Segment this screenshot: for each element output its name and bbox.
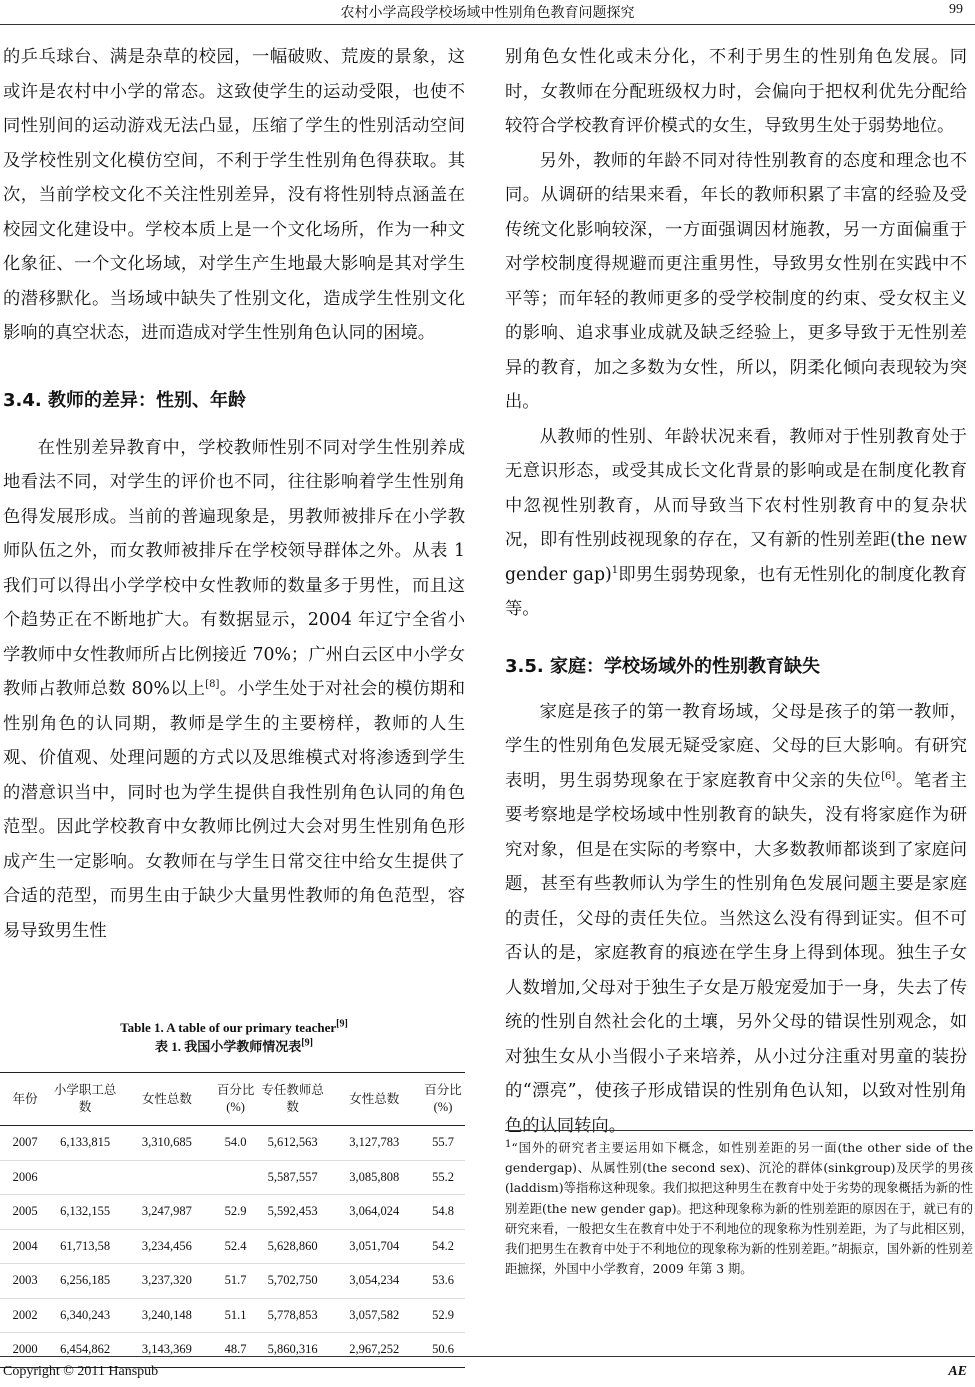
- table-cell: 3,237,320: [120, 1264, 213, 1299]
- footnote-text: “国外的研究者主要运用如下概念，如性别差距的另一面(the other side of the gendergap)、从属性别(the second sex)、沉沦的群体(sinkgroup)及厌学的男孩(laddism)等指称这种现象。我们拟把这种男生在教育中处于劣势的现象概括为新的性别差距(the new gender gap)。把这种现象称为新的性别差距的原因在于，就已有的研究来看，一般把女生在教育中处于不利地位的现象称为性别差距，为了与此相区别，我们把男生在教育中处于不利地位的现象称为新的性别差距。”胡振京，国外新的性别差距摭探，外国中小学教育，2009 年第 3 期。: [505, 1141, 973, 1277]
- footnote: [505, 1138, 973, 1279]
- table-cell: 2002: [0, 1298, 50, 1333]
- table-cell: 5,612,563: [258, 1126, 328, 1161]
- table-cell: 3,310,685: [120, 1126, 213, 1161]
- table-cell: 3,247,987: [120, 1195, 213, 1230]
- teacher-statistics-table: [0, 1072, 465, 1368]
- paragraph: [505, 420, 967, 627]
- table-cell: 2000: [0, 1333, 50, 1368]
- table-cell: 2003: [0, 1264, 50, 1299]
- paragraph-text: 在性别差异教育中，学校教师性别不同对学生性别养成地看法不同，对学生的评价也不同，往往影响着学生性别角色得发展形成。当前的普遍现象是，男教师被排斥在小学教师队伍之外，而女教师被排斥在学校领导群体之外。从表 1 我们可以得出小学学校中女性教师的数量多于男性，而且这个趋势正在不断地扩大。有数据显示，2004 年辽宁全省小学教师中女性教师所占比例接近 70%；广州白云区中小学女教师占教师总数 80%以上: [3, 437, 465, 699]
- section-heading-3-5: 3.5. 家庭：学校场域外的性别教育缺失: [505, 655, 820, 677]
- table-cell: 51.7: [214, 1264, 258, 1299]
- table-cell: 48.7: [214, 1333, 258, 1368]
- left-column: [3, 40, 465, 948]
- table-cell: 6,340,243: [50, 1298, 120, 1333]
- table-cell: 3,234,456: [120, 1229, 213, 1264]
- table-cell: 6,133,815: [50, 1126, 120, 1161]
- table-cell: 5,778,853: [258, 1298, 328, 1333]
- table-caption-zh: [0, 1037, 468, 1056]
- page-number: 99: [949, 2, 963, 17]
- table-cell: 2007: [0, 1126, 50, 1161]
- table-cell: 55.7: [421, 1126, 465, 1161]
- journal-abbreviation: AE: [948, 1364, 967, 1379]
- paragraph-text: 从教师的性别、年龄状况来看，教师对于性别教育处于无意识形态，或受其成长文化背景的影响或是在制度化教育中忽视性别教育，从而导致当下农村性别教育中的复杂状况，即有性别歧视现象的存在，又有新的性别差距(the new gender gap): [505, 426, 967, 585]
- column-header: 小学职工总数: [50, 1073, 120, 1126]
- paragraph: [505, 695, 967, 1144]
- table-cell: 6,132,155: [50, 1195, 120, 1230]
- paragraph-text: 。小学生处于对社会的模仿期和性别角色的认同期，教师是学生的主要榜样，教师的人生观、价值观、处理问题的方式以及思维模式对将渗透到学生的潜意识当中，同时也为学生提供自我性别角色认同的角色范型。因此学校教育中女教师比例过大会对男生性别角色形成产生一定影响。女教师在与学生日常交往中给女生提供了合适的范型，而男生由于缺少大量男性教师的角色范型，容易导致男生性: [3, 679, 465, 941]
- column-header: 百分比(%): [214, 1073, 258, 1126]
- citation-ref[interactable]: [9]: [336, 1018, 348, 1030]
- footnote-divider: [505, 1130, 973, 1131]
- citation-ref[interactable]: [6]: [881, 770, 896, 782]
- table-cell: 3,051,704: [328, 1229, 421, 1264]
- table-row: [0, 1126, 465, 1161]
- table-row: [0, 1160, 465, 1195]
- column-header: 年份: [0, 1073, 50, 1126]
- paragraph: 别角色女性化或未分化，不利于男生的性别角色发展。同时，女教师在分配班级权力时，会偏向于把权利优先分配给较符合学校教育评价模式的女生，导致男生处于弱势地位。: [505, 47, 967, 136]
- table-cell: 2006: [0, 1160, 50, 1195]
- running-title: 农村小学高段学校场域中性别角色教育问题探究: [340, 5, 635, 21]
- table-cell: 5,592,453: [258, 1195, 328, 1230]
- paragraph: 的乒乓球台、满是杂草的校园，一幅破败、荒废的景象，这或许是农村中小学的常态。这致使学生的运动受限，也使不同性别间的运动游戏无法凸显，压缩了学生的性别活动空间及学校性别文化模仿空间，不利于学生性别角色得获取。其次，当前学校文化不关注性别差异，没有将性别特点涵盖在校园文化建设中。学校本质上是一个文化场所，作为一种文化象征、一个文化场域，对学生产生地最大影响是其对学生的潜移默化。当场域中缺失了性别文化，造成学生性别文化影响的真空状态，进而造成对学生性别角色认同的困境。: [3, 47, 465, 343]
- paragraph-text: 即男生弱势现象，也有无性别化的制度化教育等。: [505, 564, 967, 619]
- table-cell: 3,240,148: [120, 1298, 213, 1333]
- table-row: [0, 1298, 465, 1333]
- table-caption-en: [0, 1018, 468, 1037]
- copyright-notice: Copyright © 2011 Hanspub: [3, 1364, 159, 1379]
- page-header: [0, 0, 975, 25]
- table-cell: 5,628,860: [258, 1229, 328, 1264]
- table-cell: [120, 1160, 213, 1195]
- table-row: [0, 1195, 465, 1230]
- table-cell: 54.2: [421, 1229, 465, 1264]
- table-cell: 54.8: [421, 1195, 465, 1230]
- table-cell: [50, 1160, 120, 1195]
- table-cell: 2004: [0, 1229, 50, 1264]
- table-cell: 3,127,783: [328, 1126, 421, 1161]
- table-header-row: [0, 1073, 465, 1126]
- table-cell: 5,702,750: [258, 1264, 328, 1299]
- page-footer: [0, 1356, 975, 1387]
- table-cell: 52.4: [214, 1229, 258, 1264]
- caption-text: 表 1. 我国小学教师情况表: [155, 1039, 302, 1054]
- table-cell: 3,085,808: [328, 1160, 421, 1195]
- table-cell: 5,587,557: [258, 1160, 328, 1195]
- table-cell: 3,143,369: [120, 1333, 213, 1368]
- table-cell: 50.6: [421, 1333, 465, 1368]
- table-cell: 6,454,862: [50, 1333, 120, 1368]
- table-cell: 5,860,316: [258, 1333, 328, 1368]
- paragraph-text: 。笔者主要考察地是学校场域中性别教育的缺失，没有将家庭作为研究对象，但是在实际的考察中，大多数教师都谈到了家庭问题，甚至有些教师认为学生的性别角色发展问题主要是家庭的责任，父母的责任失位。当然这么没有得到证实。但不可否认的是，家庭教育的痕迹在学生身上得到体现。独生子女人数增加,父母对于独生子女是万般宠爱加于一身，失去了传统的性别自然社会化的土壤，另外父母的错误性别观念，如对独生女从小当假小子来培养，从小过分注重对男童的装扮的“漂亮”，使孩子形成错误的性别角色认知，以致对性别角色的认同转向。: [505, 770, 967, 1136]
- table-cell: 3,057,582: [328, 1298, 421, 1333]
- table-row: [0, 1229, 465, 1264]
- column-header: 专任教师总数: [258, 1073, 328, 1126]
- column-header: 女性总数: [120, 1073, 213, 1126]
- citation-ref[interactable]: [8]: [205, 679, 220, 691]
- table-cell: 55.2: [421, 1160, 465, 1195]
- table-cell: [214, 1160, 258, 1195]
- right-column: [505, 40, 967, 1143]
- paragraph-text: 家庭是孩子的第一教育场域，父母是孩子的第一教师，学生的性别角色发展无疑受家庭、父母的巨大影响。有研究表明，男生弱势现象在于家庭教育中父亲的失位: [505, 701, 967, 791]
- table-cell: 52.9: [214, 1195, 258, 1230]
- table-cell: 53.6: [421, 1264, 465, 1299]
- paragraph: 另外，教师的年龄不同对待性别教育的态度和理念也不同。从调研的结果来看，年长的教师积累了丰富的经验及受传统文化影响较深，一方面强调因材施教，另一方面偏重于对学校制度得规避而更注重男性，导致男女性别在实践中不平等；而年轻的教师更多的受学校制度的约束、受女权主义的影响、追求事业成就及缺乏经验上，更多导致于无性别差异的教育，加之多数为女性，所以，阴柔化倾向表现较为突出。: [505, 150, 967, 412]
- table-cell: 2005: [0, 1195, 50, 1230]
- table-cell: 3,054,234: [328, 1264, 421, 1299]
- table-caption: [0, 1018, 468, 1056]
- table-cell: 2,967,252: [328, 1333, 421, 1368]
- caption-text: Table 1. A table of our primary teacher: [120, 1020, 337, 1035]
- table-cell: 6,256,185: [50, 1264, 120, 1299]
- footnote-marker: 1: [505, 1138, 512, 1150]
- column-header: 百分比(%): [421, 1073, 465, 1126]
- table-cell: 52.9: [421, 1298, 465, 1333]
- section-heading-3-4: 3.4. 教师的差异：性别、年龄: [3, 389, 246, 411]
- table-cell: 3,064,024: [328, 1195, 421, 1230]
- citation-ref[interactable]: [9]: [301, 1037, 313, 1049]
- table-row: [0, 1264, 465, 1299]
- table-cell: 54.0: [214, 1126, 258, 1161]
- footnote-ref[interactable]: 1: [611, 564, 619, 576]
- paragraph: [3, 431, 465, 949]
- table-cell: 51.1: [214, 1298, 258, 1333]
- column-header: 女性总数: [328, 1073, 421, 1126]
- table-cell: 61,713,58: [50, 1229, 120, 1264]
